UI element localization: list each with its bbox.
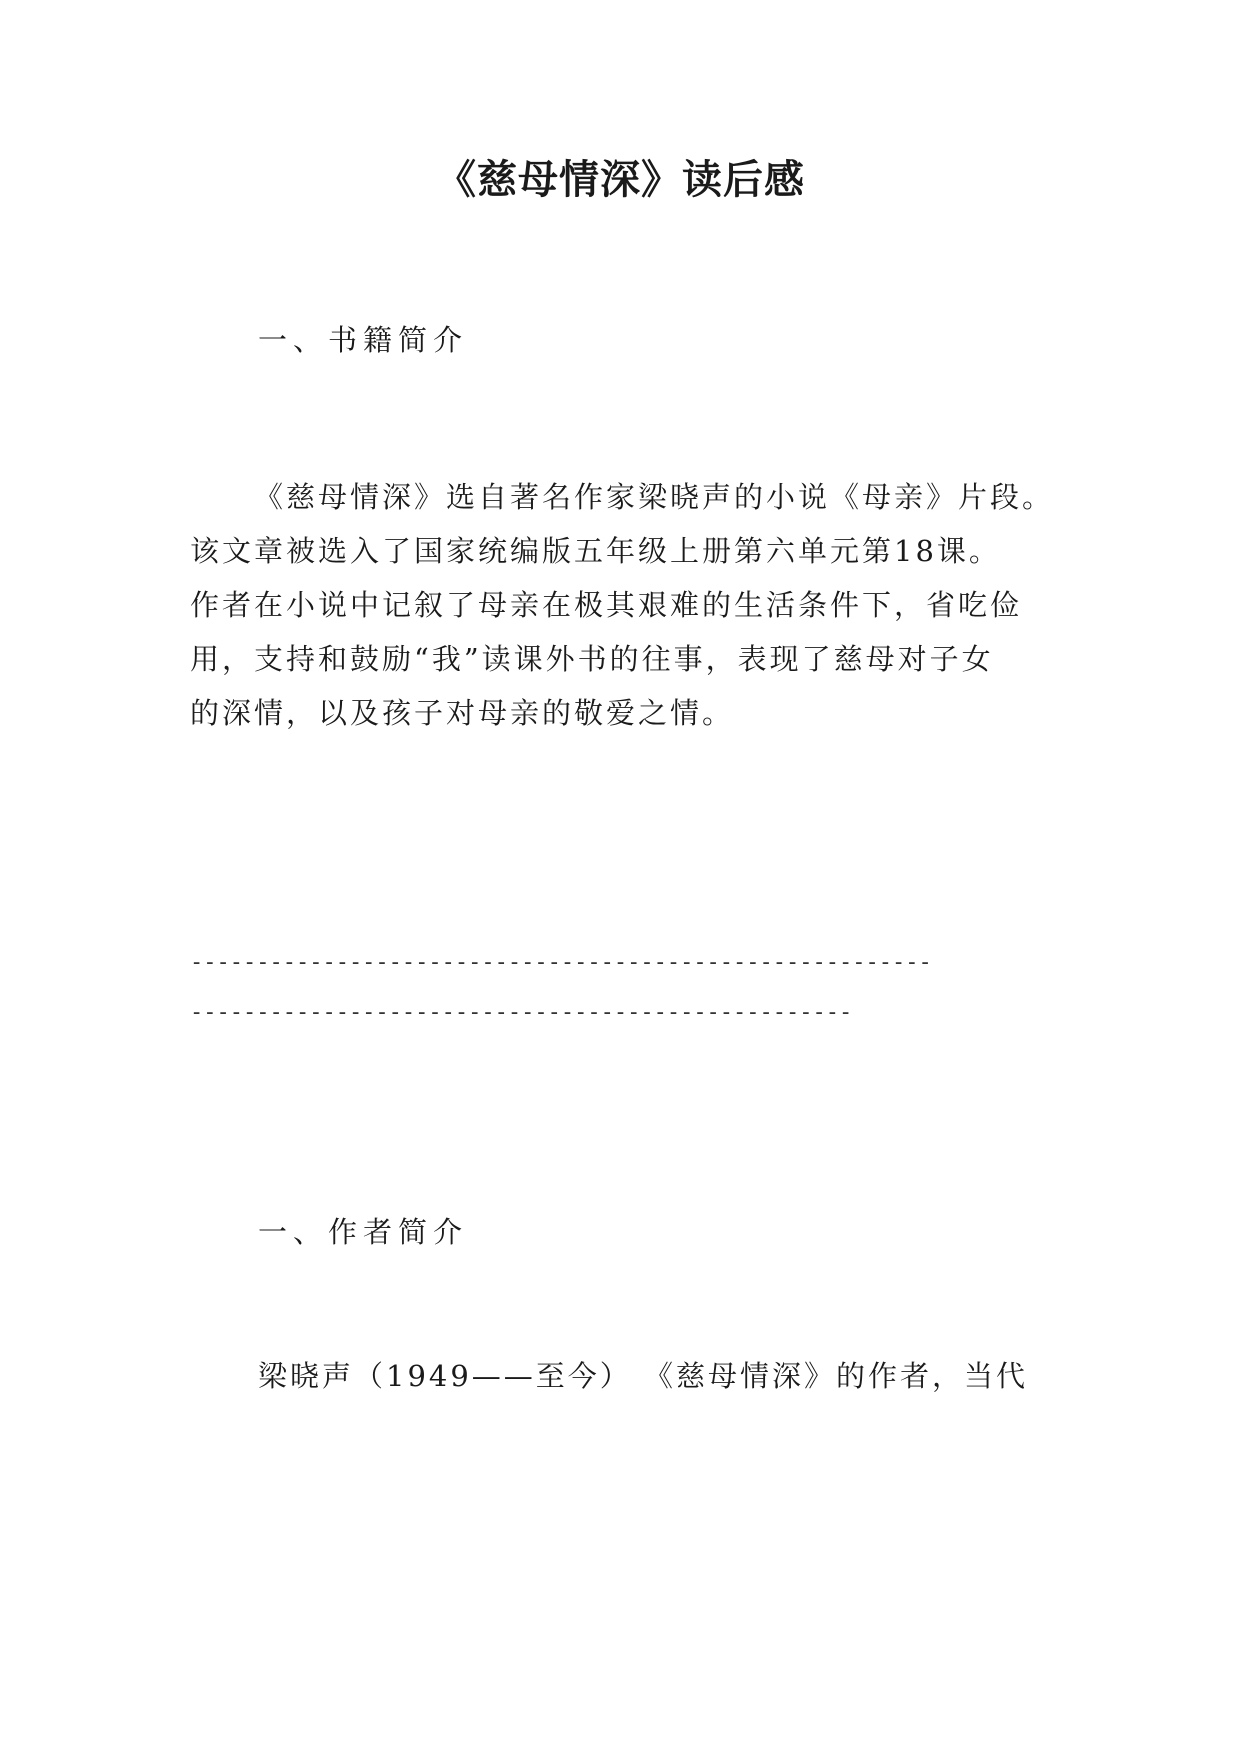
- paragraph-line: 作者在小说中记叙了母亲在极其艰难的生活条件下，省吃俭: [190, 588, 1023, 622]
- paragraph-line: 该文章被选入了国家统编版五年级上册第六单元第18课。: [190, 534, 1001, 568]
- document-title: 《慈母情深》读后感: [436, 157, 805, 203]
- paragraph-line: 的深情，以及孩子对母亲的敬爱之情。: [190, 696, 735, 730]
- author-intro-text: 梁晓声（1949——至今） 《慈母情深》的作者，当代: [258, 1359, 1029, 1393]
- dashed-separator: --------------------------------------------------------: [190, 950, 932, 975]
- section-heading-book-intro: 一、书籍简介: [258, 323, 469, 357]
- section-heading-author-intro: 一、作者简介: [258, 1215, 469, 1249]
- dashed-separator: --------------------------------------------------: [190, 1000, 853, 1025]
- book-intro-paragraph: [190, 470, 1060, 740]
- paragraph-line: 用，支持和鼓励“我”读课外书的往事，表现了慈母对子女: [190, 642, 994, 676]
- paragraph-line: 《慈母情深》选自著名作家梁晓声的小说《母亲》片段。: [254, 480, 1055, 514]
